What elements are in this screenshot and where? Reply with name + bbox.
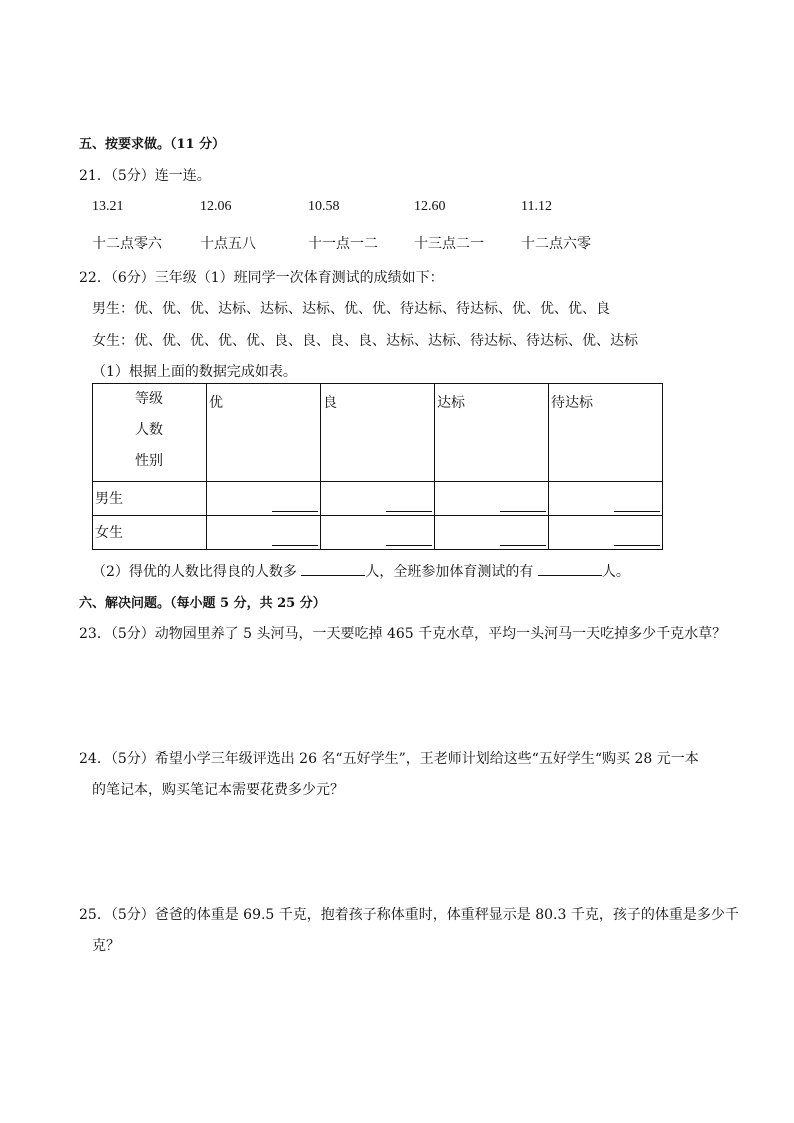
row-label-girls: 女生 (93, 516, 207, 550)
answer-cell-girls-pending[interactable] (549, 516, 663, 550)
answer-cell-boys-good[interactable] (321, 482, 435, 516)
header-label-count: 人数 (135, 422, 163, 438)
q21-word-1: 十二点零六 (92, 236, 162, 252)
answer-blank-difference[interactable] (301, 561, 365, 576)
answer-cell-girls-pass[interactable] (435, 516, 549, 550)
answer-cell-boys-pending[interactable] (549, 482, 663, 516)
answer-blank-total[interactable] (538, 561, 602, 576)
q21-word-2: 十点五八 (200, 236, 256, 252)
q21-word-5: 十二点六零 (521, 236, 591, 252)
q22-part2-text-a: （2）得优的人数比得良的人数多 (92, 564, 297, 580)
q21-title: 21．（5分）连一连。 (79, 168, 211, 184)
column-header-pending: 待达标 (549, 384, 663, 482)
column-header-excellent: 优 (207, 384, 321, 482)
q22-girls-results: 女生：优、优、优、优、优、良、良、良、良、达标、达标、待达标、待达标、优、达标 (92, 333, 638, 349)
answer-cell-girls-excellent[interactable] (207, 516, 321, 550)
header-label-gender: 性别 (135, 453, 163, 469)
q23-text: 23．（5分）动物园里养了 5 头河马，一天要吃掉 465 千克水草，平均一头河马一天吃掉多少千克水草？ (79, 626, 727, 642)
q24-line-2: 的笔记本，购买笔记本需要花费多少元？ (92, 782, 344, 798)
q24-line-1: 24．（5分）希望小学三年级评选出 26 名“五好学生”，王老师计划给这些“五好学生“购买 28 元一本 (79, 751, 699, 767)
q22-part2-text-c: 人。 (601, 564, 630, 580)
q22-title: 22．（6分）三年级（1）班同学一次体育测试的成绩如下： (79, 270, 444, 286)
q21-word-4: 十三点二一 (414, 236, 484, 252)
section-5-title: 五、按要求做。（11 分） (79, 137, 226, 152)
q25-line-2: 克？ (92, 938, 120, 954)
table-row (93, 516, 663, 550)
q21-number-3: 10.58 (308, 199, 340, 214)
answer-cell-boys-pass[interactable] (435, 482, 549, 516)
q22-part1: （1）根据上面的数据完成如表。 (92, 364, 297, 380)
grade-table (92, 383, 663, 550)
q22-part2 (92, 561, 630, 581)
header-label-grade: 等级 (135, 391, 163, 407)
q22-boys-results: 男生：优、优、优、达标、达标、达标、优、优、待达标、待达标、优、优、优、良 (92, 301, 610, 317)
q25-line-1: 25．（5分）爸爸的体重是 69.5 千克，抱着孩子称体重时，体重秤显示是 80.3 千克，孩子的体重是多少千 (79, 907, 739, 923)
q21-number-1: 13.21 (92, 199, 124, 214)
column-header-pass: 达标 (435, 384, 549, 482)
q21-number-4: 12.60 (414, 199, 446, 214)
q21-number-2: 12.06 (200, 199, 232, 214)
table-header-row (93, 384, 663, 482)
column-header-good: 良 (321, 384, 435, 482)
q21-number-5: 11.12 (521, 199, 552, 214)
section-6-title: 六、解决问题。（每小题 5 分，共 25 分） (79, 596, 326, 611)
row-label-boys: 男生 (93, 482, 207, 516)
answer-cell-boys-excellent[interactable] (207, 482, 321, 516)
q21-word-3: 十一点一二 (308, 236, 378, 252)
table-row (93, 482, 663, 516)
q22-part2-text-b: 人，全班参加体育测试的有 (365, 564, 534, 580)
table-header-diagonal (93, 384, 207, 482)
answer-cell-girls-good[interactable] (321, 516, 435, 550)
